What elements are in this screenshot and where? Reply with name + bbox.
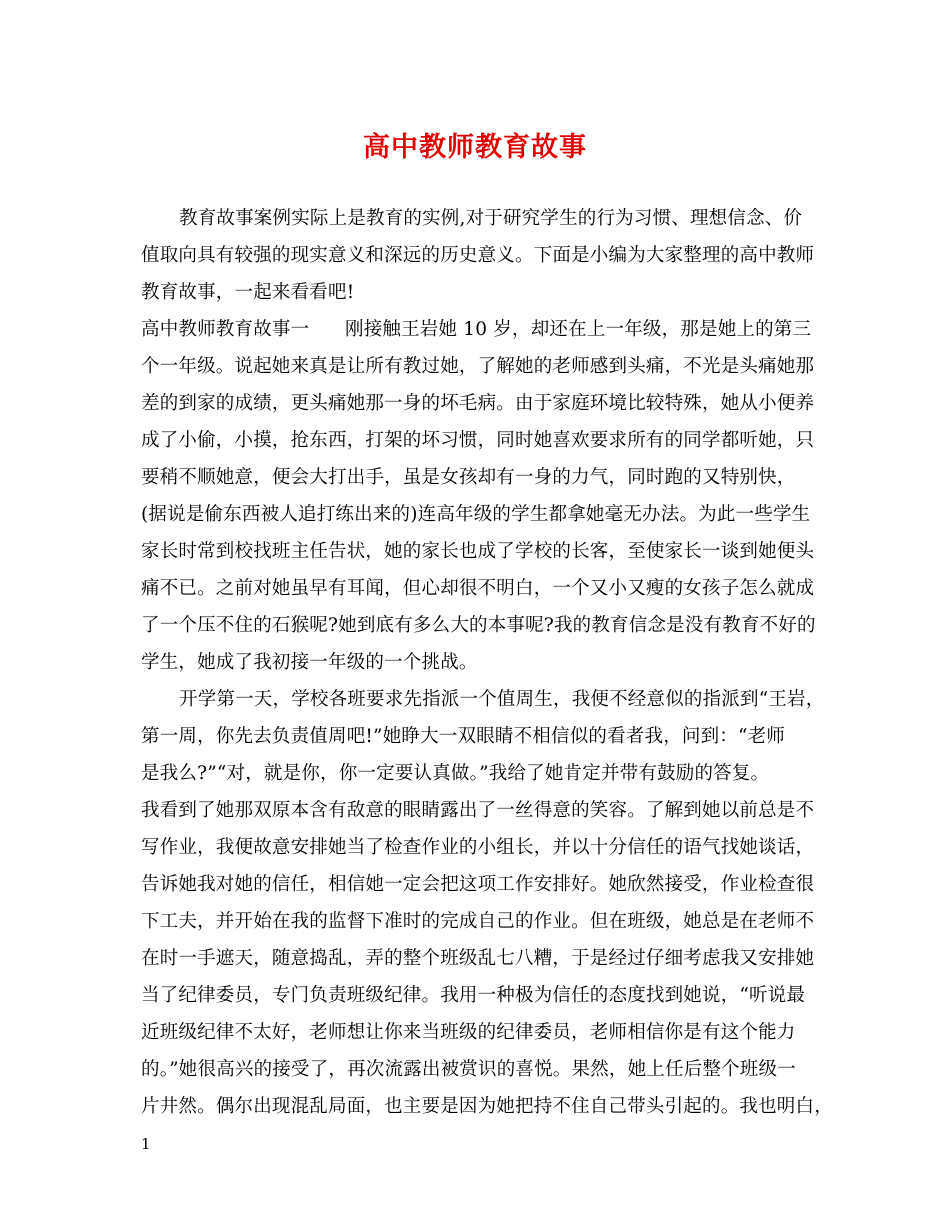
story2-line: 开学第一天，学校各班要求先指派一个值周生，我便不经意似的指派到“王岩， — [179, 689, 825, 710]
story2-line: 第一周，你先去负责值周吧!”她睁大一双眼睛不相信似的看者我，问到：“老师 — [141, 726, 786, 747]
story1-line: 了一个压不住的石猴呢?她到底有多么大的本事呢?我的教育信念是没有教育不好的 — [141, 615, 816, 636]
story1-line: 家长时常到校找班主任告状，她的家长也成了学校的长客，至使家长一谈到她便头 — [141, 541, 815, 562]
intro-line: 教育故事案例实际上是教育的实例,对于研究学生的行为习惯、理想信念、价 — [179, 208, 803, 229]
story2-line: 近班级纪律不太好，老师想让你来当班级的纪律委员，老师相信你是有这个能力 — [141, 1022, 796, 1043]
story1-line: 刚接触王岩她 10 岁，却还在上一年级，那是她上的第三 — [345, 319, 812, 340]
story2-line: 在时一手遮天，随意捣乱，弄的整个班级乱七八糟，于是经过仔细考虑我又安排她 — [141, 948, 815, 969]
story2-line: 写作业，我便故意安排她当了检查作业的小组长，并以十分信任的语气找她谈话， — [141, 837, 815, 858]
story1-line: 差的到家的成绩，更头痛她那一身的坏毛病。由于家庭环境比较特殊，她从小便养 — [141, 393, 815, 414]
story2-line: 的。”她很高兴的接受了，再次流露出被赏识的喜悦。果然，她上任后整个班级一 — [141, 1059, 796, 1080]
story1-line: 痛不已。之前对她虽早有耳闻，但心却很不明白，一个又小又瘦的女孩子怎么就成 — [141, 578, 815, 599]
intro-line: 值取向具有较强的现实意义和深远的历史意义。下面是小编为大家整理的高中教师 — [141, 245, 815, 266]
story1-line: 个一年级。说起她来真是让所有教过她，了解她的老师感到头痛，不光是头痛她那 — [141, 356, 815, 377]
story2-line: 告诉她我对她的信任，相信她一定会把这项工作安排好。她欣然接受，作业检查很 — [141, 874, 815, 895]
story2-line: 是我么?”“对，就是你，你一定要认真做。”我给了她肯定并带有鼓励的答复。 — [141, 763, 770, 784]
page-number: 1 — [141, 1135, 151, 1153]
intro-line: 教育故事，一起来看看吧! — [141, 282, 355, 303]
story1-line: 成了小偷，小摸，抢东西，打架的坏习惯，同时她喜欢要求所有的同学都听她，只 — [141, 430, 815, 451]
story1-line: 学生，她成了我初接一年级的一个挑战。 — [141, 652, 478, 673]
story2-line: 当了纪律委员，专门负责班级纪律。我用一种极为信任的态度找到她说，“听说最 — [141, 985, 806, 1006]
story1-line: 要稍不顺她意，便会大打出手，虽是女孩却有一身的力气，同时跑的又特别快， — [141, 467, 796, 488]
story1-line: (据说是偷东西被人追打练出来的)连高年级的学生都拿她毫无办法。为此一些学生 — [141, 504, 811, 525]
story2-line: 我看到了她那双原本含有敌意的眼睛露出了一丝得意的笑容。了解到她以前总是不 — [141, 800, 815, 821]
story1-first-line — [141, 313, 811, 347]
story-heading: 高中教师教育故事一 — [141, 319, 310, 340]
story2-line: 下工夫，并开始在我的监督下准时的完成自己的作业。但在班级，她总是在老师不 — [141, 911, 815, 932]
document-title: 高中教师教育故事 — [363, 132, 587, 163]
story2-line: 片井然。偶尔出现混乱局面，也主要是因为她把持不住自己带头引起的。我也明白， — [141, 1096, 833, 1117]
